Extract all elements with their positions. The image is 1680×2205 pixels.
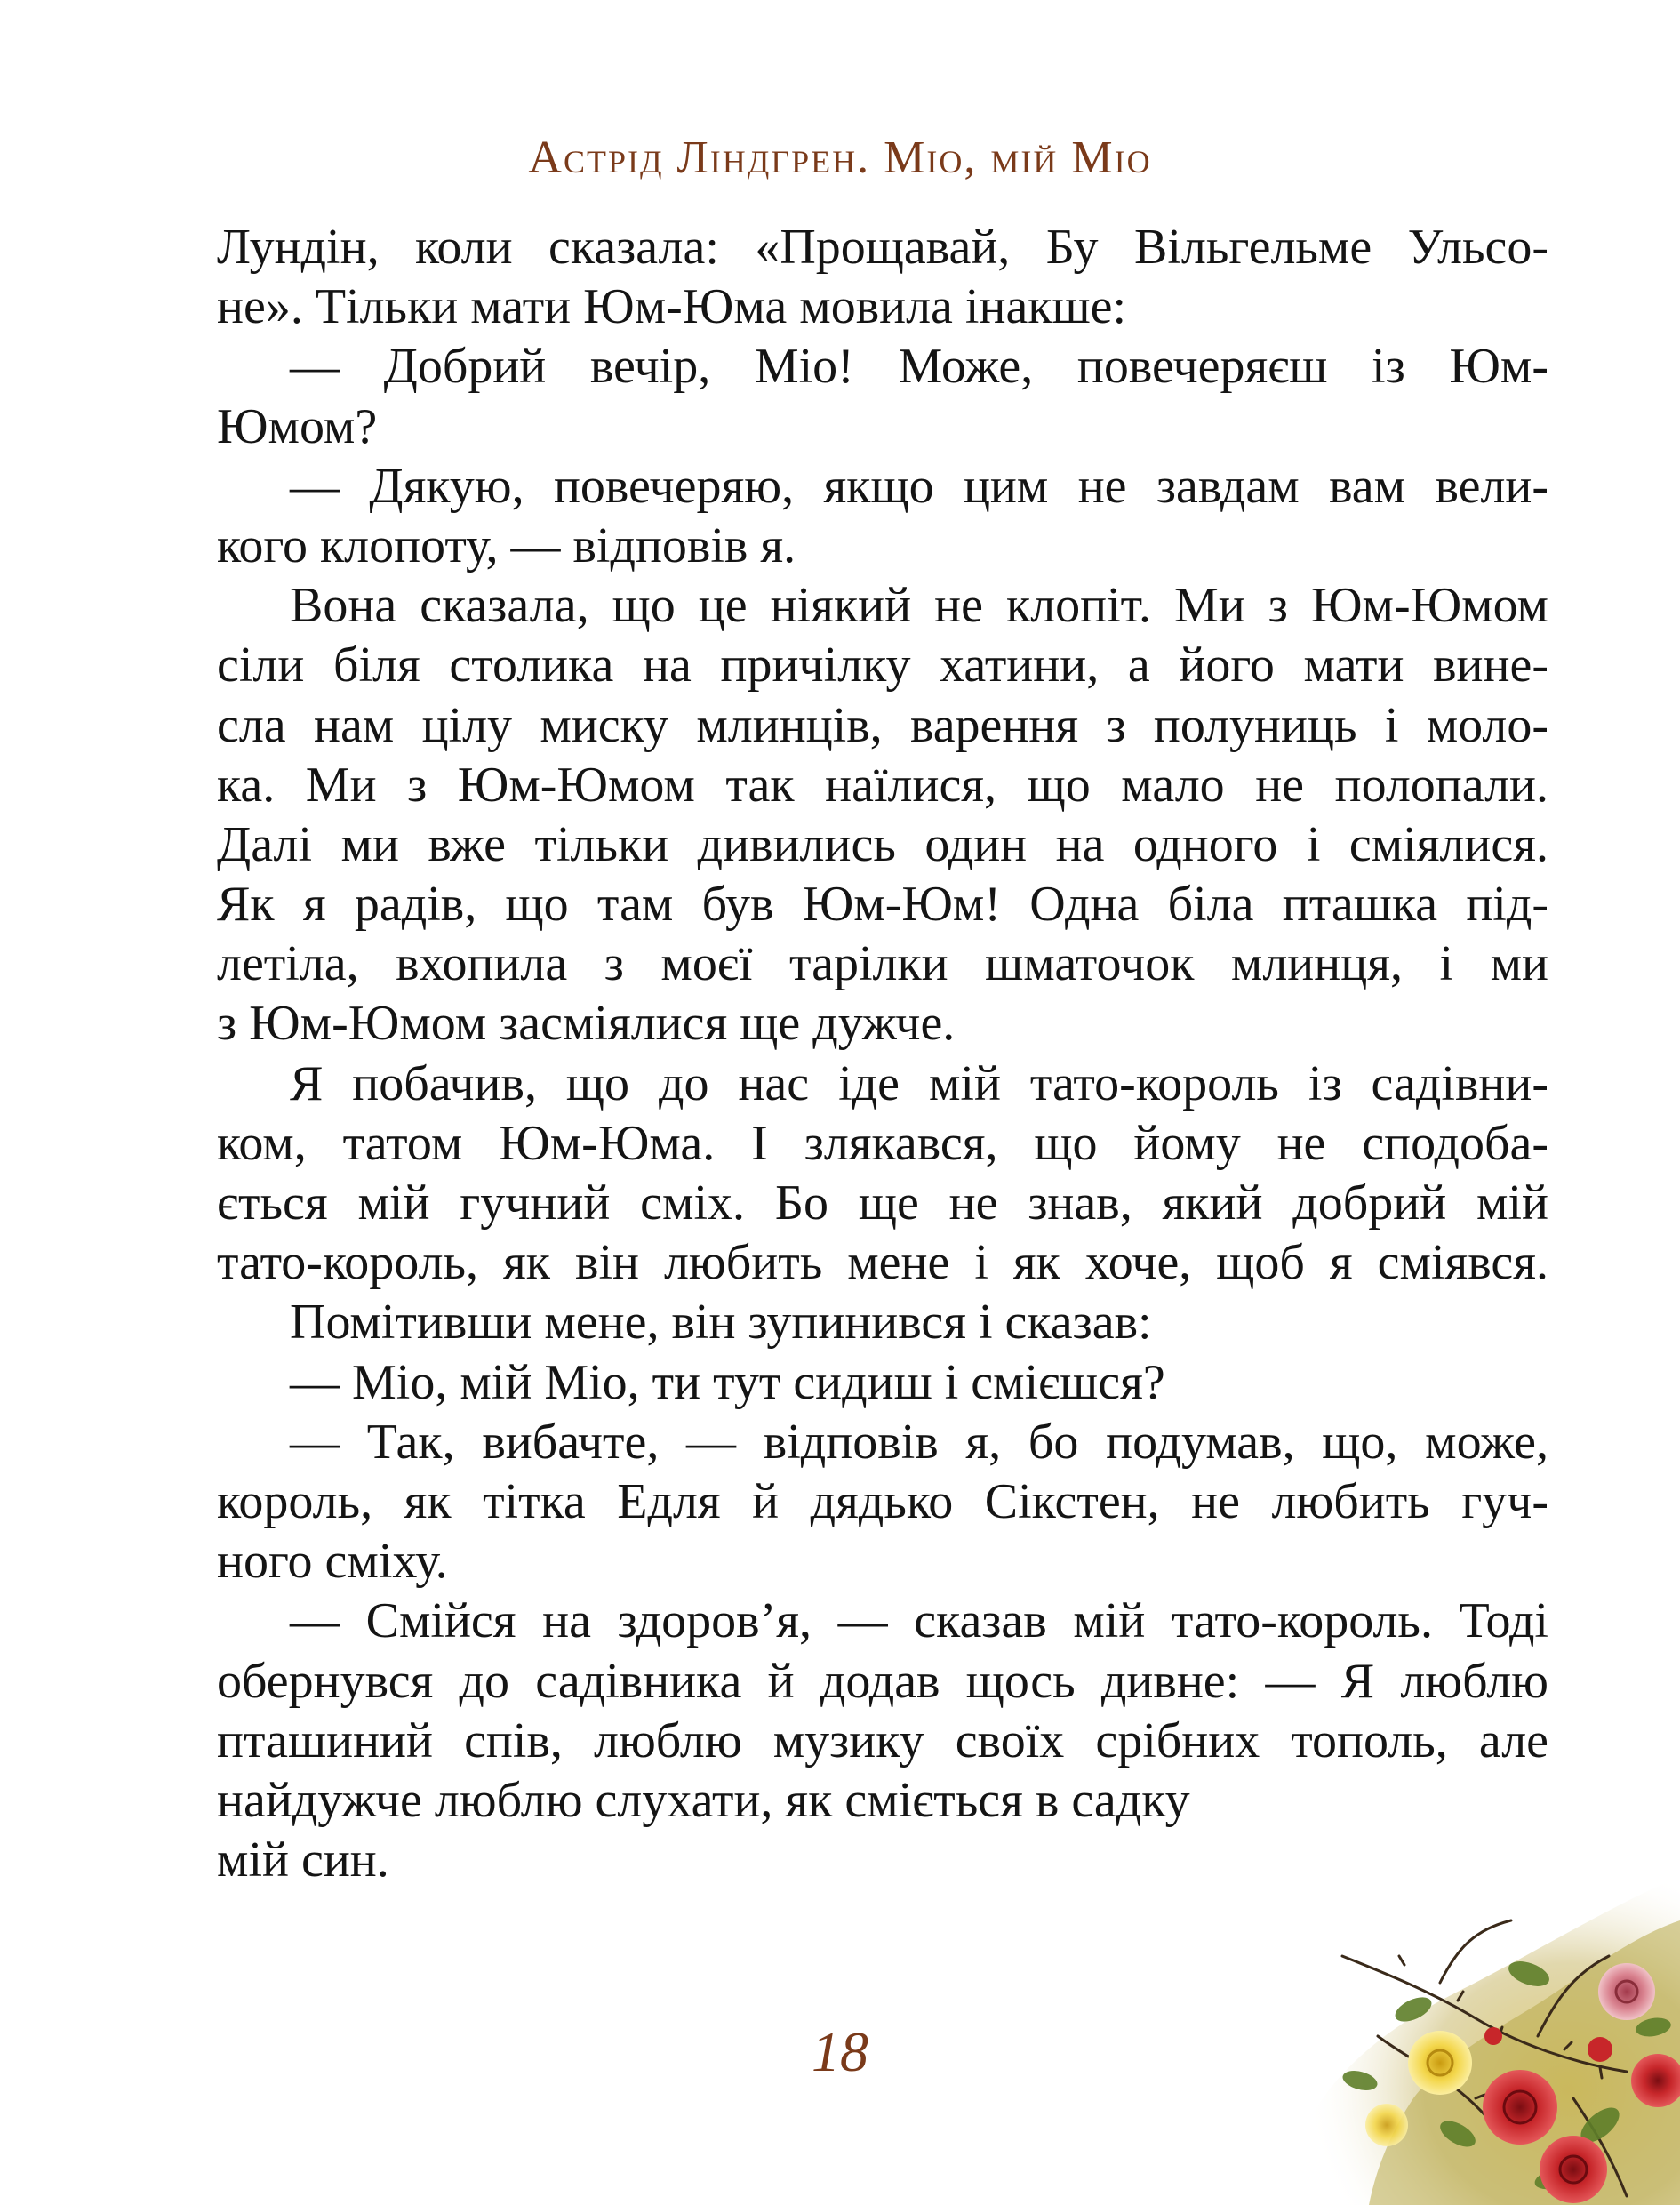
text-line: Вона сказала, що це ніякий не клопіт. Ми з Юм-Юмом — [290, 578, 1548, 634]
text-line: ного сміху. — [217, 1534, 448, 1590]
text-line: з Юм-Юмом засміялися ще дужче. — [217, 996, 956, 1052]
rose-illustration — [1307, 1858, 1680, 2205]
running-head: Астрід Ліндгрен. Міо, мій Міо — [528, 132, 1152, 183]
text-line: не». Тільки мати Юм-Юма мовила інакше: — [217, 279, 1127, 335]
text-line: Помітивши мене, він зупинився і сказав: — [290, 1295, 1152, 1351]
text-line: ка. Ми з Юм-Юмом так наїлися, що мало не полопали. — [217, 757, 1548, 813]
text-line: сла нам цілу миску млинців, варення з полуниць і моло- — [217, 697, 1548, 753]
text-line: найдужче люблю слухати, як сміється в садку — [217, 1772, 1190, 1828]
text-line: Юмом? — [217, 398, 378, 454]
text-line: обернувся до садівника й додав щось дивне: — Я люблю — [217, 1653, 1548, 1709]
text-line: кого клопоту, — відповів я. — [217, 517, 796, 573]
text-line: сіли біля столика на причілку хатини, а його мати вине- — [217, 637, 1548, 694]
text-line: летіла, вхопила з моєї тарілки шматочок млинця, і ми — [217, 936, 1548, 992]
text-line: — Так, вибачте, — відповів я, бо подумав, що, може, — [290, 1414, 1548, 1470]
text-line: король, як тітка Едля й дядько Сікстен, не любить гуч- — [217, 1473, 1548, 1529]
text-line: пташиний спів, люблю музику своїх срібних тополь, але — [217, 1712, 1548, 1768]
text-line: Я побачив, що до нас іде мій тато-король із садівни- — [290, 1055, 1548, 1111]
text-line: ком, татом Юм-Юма. І злякався, що йому не сподоба- — [217, 1115, 1548, 1171]
body-text — [217, 218, 1548, 1890]
text-line: — Смійся на здоров’я, — сказав мій тато-король. Тоді — [290, 1593, 1548, 1649]
text-line: — Дякую, повечеряю, якщо цим не завдам вам вели- — [290, 458, 1548, 514]
text-line: — Міо, мій Міо, ти тут сидиш і смієшся? — [290, 1354, 1165, 1410]
text-line: мій син. — [217, 1832, 389, 1888]
text-line: ється мій гучний сміх. Бо ще не знав, який добрий мій — [217, 1175, 1548, 1231]
text-line: тато-король, як він любить мене і як хоче, щоб я сміявся. — [217, 1235, 1548, 1291]
text-line: — Добрий вечір, Міо! Може, повечеряєш із Юм- — [290, 339, 1548, 395]
text-line: Далі ми вже тільки дивились один на одного і сміялися. — [217, 816, 1548, 872]
page-number: 18 — [812, 2020, 868, 2083]
text-line: Лундін, коли сказала: «Прощавай, Бу Вільгельме Ульсо- — [217, 220, 1548, 275]
text-line: Як я радів, що там був Юм-Юм! Одна біла пташка під- — [217, 877, 1548, 933]
